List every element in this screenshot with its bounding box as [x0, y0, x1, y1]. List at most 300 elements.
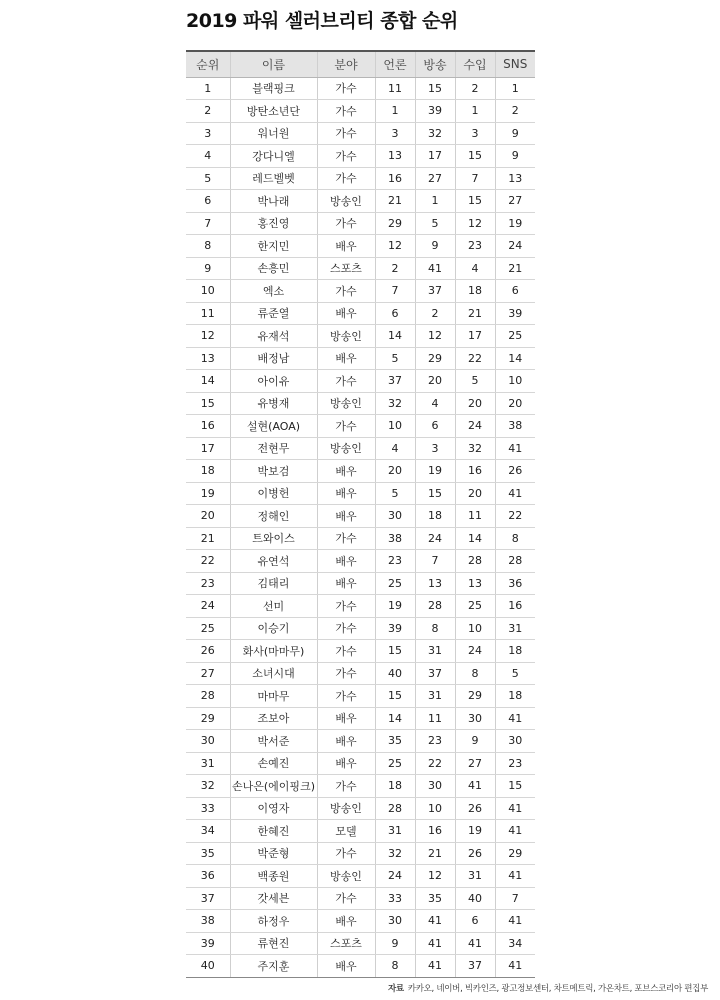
cell-income: 31 — [455, 865, 495, 888]
cell-press: 31 — [375, 820, 415, 843]
table-row — [186, 752, 535, 775]
cell-press: 1 — [375, 100, 415, 123]
cell-name: 유재석 — [230, 325, 317, 348]
cell-income: 29 — [455, 685, 495, 708]
cell-broadcast: 28 — [415, 595, 455, 618]
cell-sns: 41 — [495, 820, 535, 843]
table-row — [186, 887, 535, 910]
cell-income: 24 — [455, 415, 495, 438]
cell-income: 12 — [455, 212, 495, 235]
cell-broadcast: 32 — [415, 122, 455, 145]
cell-field: 가수 — [317, 617, 375, 640]
cell-income: 2 — [455, 77, 495, 100]
cell-field: 배우 — [317, 730, 375, 753]
cell-press: 5 — [375, 347, 415, 370]
cell-field: 배우 — [317, 302, 375, 325]
cell-rank: 37 — [186, 887, 230, 910]
cell-press: 18 — [375, 775, 415, 798]
table-row — [186, 640, 535, 663]
cell-broadcast: 41 — [415, 955, 455, 978]
cell-income: 16 — [455, 460, 495, 483]
cell-press: 33 — [375, 887, 415, 910]
cell-broadcast: 31 — [415, 685, 455, 708]
cell-sns: 21 — [495, 257, 535, 280]
cell-field: 가수 — [317, 122, 375, 145]
cell-field: 가수 — [317, 527, 375, 550]
cell-press: 19 — [375, 595, 415, 618]
cell-name: 트와이스 — [230, 527, 317, 550]
table-row — [186, 325, 535, 348]
cell-broadcast: 27 — [415, 167, 455, 190]
cell-field: 배우 — [317, 550, 375, 573]
cell-name: 블랙핑크 — [230, 77, 317, 100]
cell-press: 25 — [375, 752, 415, 775]
cell-field: 배우 — [317, 910, 375, 933]
cell-name: 소녀시대 — [230, 662, 317, 685]
table-row — [186, 145, 535, 168]
cell-name: 강다니엘 — [230, 145, 317, 168]
cell-rank: 10 — [186, 280, 230, 303]
cell-rank: 25 — [186, 617, 230, 640]
header-name: 이름 — [230, 51, 317, 77]
cell-broadcast: 11 — [415, 707, 455, 730]
header-income: 수입 — [455, 51, 495, 77]
cell-press: 6 — [375, 302, 415, 325]
table-body — [186, 77, 535, 977]
table-row — [186, 77, 535, 100]
cell-broadcast: 31 — [415, 640, 455, 663]
cell-name: 박서준 — [230, 730, 317, 753]
cell-broadcast: 24 — [415, 527, 455, 550]
cell-broadcast: 8 — [415, 617, 455, 640]
cell-press: 35 — [375, 730, 415, 753]
cell-sns: 41 — [495, 955, 535, 978]
cell-press: 30 — [375, 910, 415, 933]
cell-name: 손나은(에이핑크) — [230, 775, 317, 798]
table-row — [186, 797, 535, 820]
page-title: 2019 파워 셀러브리티 종합 순위 — [186, 10, 458, 32]
cell-sns: 6 — [495, 280, 535, 303]
cell-sns: 10 — [495, 370, 535, 393]
cell-press: 29 — [375, 212, 415, 235]
table-row — [186, 910, 535, 933]
cell-broadcast: 39 — [415, 100, 455, 123]
cell-rank: 8 — [186, 235, 230, 258]
cell-press: 30 — [375, 505, 415, 528]
table-header-row — [186, 51, 535, 77]
cell-income: 8 — [455, 662, 495, 685]
cell-field: 방송인 — [317, 797, 375, 820]
cell-income: 6 — [455, 910, 495, 933]
cell-sns: 23 — [495, 752, 535, 775]
cell-income: 11 — [455, 505, 495, 528]
cell-press: 9 — [375, 932, 415, 955]
cell-press: 20 — [375, 460, 415, 483]
cell-rank: 39 — [186, 932, 230, 955]
cell-broadcast: 16 — [415, 820, 455, 843]
cell-field: 배우 — [317, 752, 375, 775]
cell-rank: 17 — [186, 437, 230, 460]
table-row — [186, 302, 535, 325]
cell-rank: 12 — [186, 325, 230, 348]
cell-press: 3 — [375, 122, 415, 145]
cell-broadcast: 41 — [415, 910, 455, 933]
table-row — [186, 820, 535, 843]
table-row — [186, 550, 535, 573]
cell-sns: 29 — [495, 842, 535, 865]
cell-sns: 9 — [495, 122, 535, 145]
cell-sns: 18 — [495, 640, 535, 663]
cell-field: 가수 — [317, 77, 375, 100]
cell-rank: 18 — [186, 460, 230, 483]
cell-broadcast: 23 — [415, 730, 455, 753]
cell-rank: 22 — [186, 550, 230, 573]
cell-rank: 28 — [186, 685, 230, 708]
ranking-table — [186, 50, 535, 978]
cell-name: 한혜진 — [230, 820, 317, 843]
cell-field: 가수 — [317, 887, 375, 910]
cell-broadcast: 18 — [415, 505, 455, 528]
cell-rank: 3 — [186, 122, 230, 145]
cell-name: 류준열 — [230, 302, 317, 325]
cell-rank: 4 — [186, 145, 230, 168]
table-row — [186, 707, 535, 730]
table-row — [186, 190, 535, 213]
cell-rank: 33 — [186, 797, 230, 820]
cell-press: 2 — [375, 257, 415, 280]
cell-rank: 19 — [186, 482, 230, 505]
cell-field: 방송인 — [317, 865, 375, 888]
cell-sns: 14 — [495, 347, 535, 370]
cell-broadcast: 13 — [415, 572, 455, 595]
cell-sns: 25 — [495, 325, 535, 348]
cell-broadcast: 15 — [415, 77, 455, 100]
cell-name: 아이유 — [230, 370, 317, 393]
cell-field: 스포츠 — [317, 932, 375, 955]
cell-field: 방송인 — [317, 392, 375, 415]
table-row — [186, 100, 535, 123]
cell-field: 가수 — [317, 415, 375, 438]
table-row — [186, 257, 535, 280]
cell-sns: 41 — [495, 910, 535, 933]
cell-field: 방송인 — [317, 437, 375, 460]
cell-field: 배우 — [317, 505, 375, 528]
cell-field: 배우 — [317, 482, 375, 505]
cell-broadcast: 2 — [415, 302, 455, 325]
cell-field: 배우 — [317, 235, 375, 258]
cell-press: 23 — [375, 550, 415, 573]
cell-sns: 41 — [495, 437, 535, 460]
cell-field: 스포츠 — [317, 257, 375, 280]
cell-field: 가수 — [317, 775, 375, 798]
cell-income: 20 — [455, 392, 495, 415]
cell-field: 가수 — [317, 685, 375, 708]
table-row — [186, 280, 535, 303]
cell-broadcast: 7 — [415, 550, 455, 573]
cell-field: 가수 — [317, 662, 375, 685]
cell-broadcast: 41 — [415, 257, 455, 280]
cell-press: 21 — [375, 190, 415, 213]
cell-field: 배우 — [317, 955, 375, 978]
cell-name: 방탄소년단 — [230, 100, 317, 123]
cell-field: 가수 — [317, 100, 375, 123]
cell-income: 18 — [455, 280, 495, 303]
cell-name: 유병재 — [230, 392, 317, 415]
cell-broadcast: 35 — [415, 887, 455, 910]
table-row — [186, 617, 535, 640]
cell-income: 17 — [455, 325, 495, 348]
cell-income: 22 — [455, 347, 495, 370]
cell-rank: 31 — [186, 752, 230, 775]
cell-press: 14 — [375, 325, 415, 348]
cell-press: 4 — [375, 437, 415, 460]
cell-rank: 36 — [186, 865, 230, 888]
cell-income: 15 — [455, 145, 495, 168]
cell-name: 이승기 — [230, 617, 317, 640]
cell-rank: 2 — [186, 100, 230, 123]
table-row — [186, 347, 535, 370]
cell-sns: 28 — [495, 550, 535, 573]
table-row — [186, 865, 535, 888]
cell-sns: 20 — [495, 392, 535, 415]
cell-rank: 15 — [186, 392, 230, 415]
cell-sns: 36 — [495, 572, 535, 595]
cell-sns: 15 — [495, 775, 535, 798]
cell-rank: 32 — [186, 775, 230, 798]
cell-field: 배우 — [317, 347, 375, 370]
cell-income: 15 — [455, 190, 495, 213]
cell-rank: 9 — [186, 257, 230, 280]
cell-sns: 26 — [495, 460, 535, 483]
table-row — [186, 842, 535, 865]
cell-income: 24 — [455, 640, 495, 663]
cell-rank: 23 — [186, 572, 230, 595]
cell-field: 가수 — [317, 370, 375, 393]
cell-rank: 11 — [186, 302, 230, 325]
cell-sns: 41 — [495, 865, 535, 888]
cell-press: 15 — [375, 685, 415, 708]
cell-sns: 19 — [495, 212, 535, 235]
header-field: 분야 — [317, 51, 375, 77]
cell-press: 40 — [375, 662, 415, 685]
cell-name: 엑소 — [230, 280, 317, 303]
table-row — [186, 235, 535, 258]
cell-press: 24 — [375, 865, 415, 888]
table-row — [186, 955, 535, 978]
cell-income: 7 — [455, 167, 495, 190]
cell-rank: 40 — [186, 955, 230, 978]
cell-field: 가수 — [317, 842, 375, 865]
cell-rank: 21 — [186, 527, 230, 550]
cell-sns: 31 — [495, 617, 535, 640]
cell-press: 14 — [375, 707, 415, 730]
cell-income: 19 — [455, 820, 495, 843]
cell-broadcast: 1 — [415, 190, 455, 213]
cell-income: 13 — [455, 572, 495, 595]
cell-income: 27 — [455, 752, 495, 775]
cell-press: 28 — [375, 797, 415, 820]
cell-broadcast: 12 — [415, 865, 455, 888]
cell-sns: 34 — [495, 932, 535, 955]
cell-broadcast: 12 — [415, 325, 455, 348]
table-row — [186, 370, 535, 393]
header-broadcast: 방송 — [415, 51, 455, 77]
cell-sns: 41 — [495, 482, 535, 505]
cell-rank: 34 — [186, 820, 230, 843]
cell-sns: 41 — [495, 797, 535, 820]
cell-press: 8 — [375, 955, 415, 978]
cell-name: 한지민 — [230, 235, 317, 258]
cell-name: 레드벨벳 — [230, 167, 317, 190]
cell-press: 12 — [375, 235, 415, 258]
table-row — [186, 685, 535, 708]
table-row — [186, 167, 535, 190]
cell-rank: 16 — [186, 415, 230, 438]
cell-sns: 18 — [495, 685, 535, 708]
cell-rank: 26 — [186, 640, 230, 663]
cell-press: 38 — [375, 527, 415, 550]
cell-income: 30 — [455, 707, 495, 730]
cell-name: 박준형 — [230, 842, 317, 865]
cell-sns: 1 — [495, 77, 535, 100]
cell-broadcast: 4 — [415, 392, 455, 415]
cell-broadcast: 22 — [415, 752, 455, 775]
cell-name: 설현(AOA) — [230, 415, 317, 438]
cell-sns: 2 — [495, 100, 535, 123]
cell-rank: 13 — [186, 347, 230, 370]
cell-name: 홍진영 — [230, 212, 317, 235]
cell-sns: 22 — [495, 505, 535, 528]
cell-name: 갓세븐 — [230, 887, 317, 910]
cell-name: 배정남 — [230, 347, 317, 370]
table-row — [186, 212, 535, 235]
cell-broadcast: 9 — [415, 235, 455, 258]
cell-broadcast: 41 — [415, 932, 455, 955]
cell-field: 가수 — [317, 167, 375, 190]
table-row — [186, 527, 535, 550]
cell-income: 37 — [455, 955, 495, 978]
cell-income: 40 — [455, 887, 495, 910]
table-row — [186, 572, 535, 595]
cell-broadcast: 29 — [415, 347, 455, 370]
header-rank: 순위 — [186, 51, 230, 77]
cell-sns: 27 — [495, 190, 535, 213]
cell-press: 13 — [375, 145, 415, 168]
cell-rank: 14 — [186, 370, 230, 393]
table-row — [186, 595, 535, 618]
table-row — [186, 730, 535, 753]
cell-sns: 5 — [495, 662, 535, 685]
cell-rank: 6 — [186, 190, 230, 213]
cell-field: 가수 — [317, 640, 375, 663]
cell-income: 25 — [455, 595, 495, 618]
cell-income: 9 — [455, 730, 495, 753]
cell-income: 41 — [455, 775, 495, 798]
cell-broadcast: 10 — [415, 797, 455, 820]
cell-sns: 16 — [495, 595, 535, 618]
cell-income: 23 — [455, 235, 495, 258]
cell-income: 32 — [455, 437, 495, 460]
table-row — [186, 482, 535, 505]
cell-rank: 29 — [186, 707, 230, 730]
cell-name: 하정우 — [230, 910, 317, 933]
source-note — [388, 982, 708, 994]
cell-broadcast: 37 — [415, 662, 455, 685]
cell-name: 주지훈 — [230, 955, 317, 978]
cell-rank: 27 — [186, 662, 230, 685]
cell-rank: 24 — [186, 595, 230, 618]
cell-press: 16 — [375, 167, 415, 190]
cell-name: 박나래 — [230, 190, 317, 213]
cell-name: 워너원 — [230, 122, 317, 145]
cell-press: 15 — [375, 640, 415, 663]
cell-income: 28 — [455, 550, 495, 573]
cell-income: 4 — [455, 257, 495, 280]
cell-broadcast: 37 — [415, 280, 455, 303]
cell-field: 배우 — [317, 460, 375, 483]
cell-field: 가수 — [317, 145, 375, 168]
table-row — [186, 437, 535, 460]
table-row — [186, 392, 535, 415]
cell-broadcast: 20 — [415, 370, 455, 393]
cell-broadcast: 17 — [415, 145, 455, 168]
source-text: 카카오, 네이버, 빅카인즈, 광고정보센터, 차트메트릭, 가온차트, 포브스코리아 편집부 — [407, 984, 708, 994]
cell-rank: 1 — [186, 77, 230, 100]
cell-field: 방송인 — [317, 325, 375, 348]
cell-name: 손흥민 — [230, 257, 317, 280]
cell-press: 37 — [375, 370, 415, 393]
cell-income: 20 — [455, 482, 495, 505]
header-sns: SNS — [495, 51, 535, 77]
cell-field: 모델 — [317, 820, 375, 843]
cell-sns: 8 — [495, 527, 535, 550]
cell-sns: 9 — [495, 145, 535, 168]
cell-broadcast: 21 — [415, 842, 455, 865]
cell-press: 11 — [375, 77, 415, 100]
cell-name: 정해인 — [230, 505, 317, 528]
cell-name: 백종원 — [230, 865, 317, 888]
cell-income: 5 — [455, 370, 495, 393]
cell-sns: 7 — [495, 887, 535, 910]
cell-name: 류현진 — [230, 932, 317, 955]
cell-income: 26 — [455, 842, 495, 865]
cell-income: 1 — [455, 100, 495, 123]
cell-name: 손예진 — [230, 752, 317, 775]
cell-name: 유연석 — [230, 550, 317, 573]
cell-rank: 5 — [186, 167, 230, 190]
cell-sns: 30 — [495, 730, 535, 753]
cell-broadcast: 30 — [415, 775, 455, 798]
cell-field: 배우 — [317, 572, 375, 595]
cell-income: 14 — [455, 527, 495, 550]
table-row — [186, 122, 535, 145]
cell-press: 32 — [375, 392, 415, 415]
cell-press: 7 — [375, 280, 415, 303]
cell-name: 김태리 — [230, 572, 317, 595]
cell-name: 이영자 — [230, 797, 317, 820]
cell-income: 21 — [455, 302, 495, 325]
cell-rank: 20 — [186, 505, 230, 528]
cell-sns: 38 — [495, 415, 535, 438]
cell-broadcast: 6 — [415, 415, 455, 438]
table-row — [186, 460, 535, 483]
table-row — [186, 932, 535, 955]
cell-rank: 38 — [186, 910, 230, 933]
header-press: 언론 — [375, 51, 415, 77]
cell-field: 가수 — [317, 212, 375, 235]
source-label: 자료 — [387, 984, 404, 994]
cell-name: 박보검 — [230, 460, 317, 483]
